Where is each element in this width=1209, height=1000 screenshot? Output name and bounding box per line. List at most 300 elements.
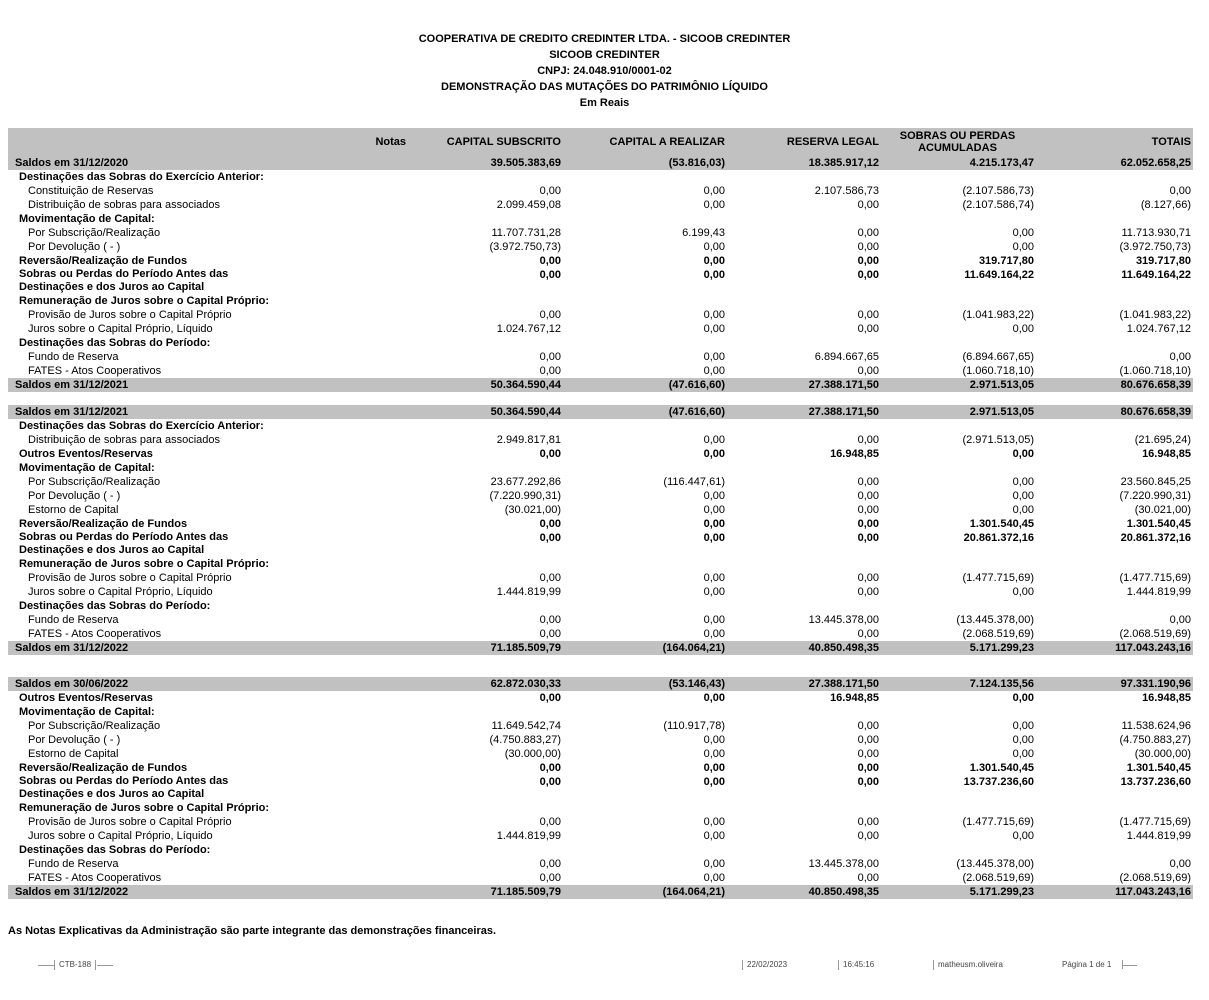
cell-value: 0,00	[703, 351, 725, 363]
footer-rule	[1123, 965, 1137, 966]
cell-value: 0,00	[1169, 185, 1191, 197]
table-row-total	[8, 677, 1193, 691]
cell-notas	[363, 641, 408, 655]
cell-value: 0,00	[857, 872, 879, 884]
cell-value: 0,00	[1012, 692, 1034, 704]
row-label: Destinações das Sobras do Período:	[19, 600, 211, 612]
cell-notas	[363, 871, 408, 885]
cell-value	[563, 212, 727, 226]
cell-notas	[363, 268, 408, 294]
table-row-item	[8, 322, 1193, 336]
row-label: Por Subscrição/Realização	[28, 476, 161, 488]
cell-value: 0,00	[703, 185, 725, 197]
cell-value: 23.560.845,25	[1120, 476, 1191, 488]
cell-value: 27.388.171,50	[727, 378, 881, 392]
table-row-item	[8, 747, 1193, 761]
cell-value: 0,00	[539, 185, 561, 197]
cell-value: (2.971.513,05)	[962, 434, 1034, 446]
cell-value: (4.750.883,27)	[1119, 734, 1191, 746]
table-row-item	[8, 815, 1193, 829]
cell-value: 0,00	[857, 532, 879, 544]
cell-notas	[363, 378, 408, 392]
cell-value: (2.068.519,69)	[962, 628, 1034, 640]
cell-value: (6.894.667,65)	[962, 351, 1034, 363]
cell-notas	[363, 829, 408, 843]
cell-value: 80.676.658,39	[1036, 378, 1193, 392]
cell-notas	[363, 447, 408, 461]
cell-notas	[363, 254, 408, 268]
row-label: Saldos em 31/12/2021	[8, 378, 363, 392]
section-spacer	[8, 392, 1193, 405]
cell-value: (21.695,24)	[1134, 434, 1191, 446]
cell-value: 1.301.540,45	[1126, 762, 1191, 774]
table-row-group	[8, 801, 1193, 815]
cell-notas	[363, 517, 408, 531]
cell-value	[727, 801, 881, 815]
cell-value	[881, 336, 1036, 350]
cell-value: 0,00	[539, 692, 561, 704]
cell-value: 319.717,80	[978, 255, 1034, 267]
cell-value	[727, 212, 881, 226]
row-label: Movimentação de Capital:	[19, 213, 155, 225]
cell-value: 0,00	[703, 692, 725, 704]
cell-value: 0,00	[539, 518, 561, 530]
cell-value	[408, 705, 563, 719]
cell-value: (2.068.519,69)	[1119, 872, 1191, 884]
footer-user: matheusm.oliveira	[933, 960, 1007, 970]
cell-value: (1.060.718,10)	[962, 365, 1034, 377]
cell-value	[563, 170, 727, 184]
row-label: Provisão de Juros sobre o Capital Próprio	[28, 816, 232, 828]
row-label: Sobras ou Perdas do Período Antes das Destinações e dos Juros ao Capital	[19, 775, 229, 800]
row-label: Reversão/Realização de Fundos	[19, 762, 188, 774]
table-row-group	[8, 843, 1193, 857]
cell-value	[1036, 843, 1193, 857]
table-row-total	[8, 405, 1193, 419]
table-row-item	[8, 184, 1193, 198]
cell-value: 0,00	[1012, 504, 1034, 516]
cell-value: 0,00	[857, 434, 879, 446]
cell-value: 5.171.299,23	[881, 641, 1036, 655]
table-row-group	[8, 557, 1193, 571]
row-label: Outros Eventos/Reservas	[19, 692, 153, 704]
cell-notas	[363, 775, 408, 801]
cell-value: 0,00	[1012, 476, 1034, 488]
cell-notas	[363, 627, 408, 641]
cell-value	[563, 294, 727, 308]
cell-value: 2.099.459,08	[496, 199, 561, 211]
row-label: Reversão/Realização de Fundos	[19, 518, 188, 530]
table-row-item	[8, 198, 1193, 212]
cell-value: 13.737.236,60	[1120, 776, 1191, 788]
cell-value	[408, 801, 563, 815]
cell-value: (53.816,03)	[563, 156, 727, 170]
cell-value	[881, 461, 1036, 475]
cell-value: (13.445.378,00)	[956, 858, 1034, 870]
cell-value: 0,00	[539, 816, 561, 828]
cell-notas	[363, 240, 408, 254]
cell-value: 0,00	[703, 572, 725, 584]
cell-notas	[363, 322, 408, 336]
footer-page-number: Página 1 de 1	[1062, 960, 1112, 969]
cell-value: 0,00	[703, 628, 725, 640]
cell-notas	[363, 585, 408, 599]
cell-value: 0,00	[1012, 490, 1034, 502]
cell-value	[563, 705, 727, 719]
cell-value	[563, 557, 727, 571]
cell-value	[563, 419, 727, 433]
cell-value: 0,00	[857, 734, 879, 746]
cell-value: 0,00	[857, 628, 879, 640]
cell-value: (47.616,60)	[563, 405, 727, 419]
cell-value: 117.043.243,16	[1036, 885, 1193, 899]
table-row-total	[8, 641, 1193, 655]
cell-value: (1.060.718,10)	[1119, 365, 1191, 377]
row-label: Saldos em 31/12/2021	[8, 405, 363, 419]
col-header-label	[8, 128, 363, 156]
cell-value: 6.894.667,65	[814, 351, 879, 363]
cell-notas	[363, 226, 408, 240]
cell-value: 0,00	[1012, 586, 1034, 598]
cell-value: (2.068.519,69)	[962, 872, 1034, 884]
table-row-item	[8, 475, 1193, 489]
cell-value: 0,00	[703, 734, 725, 746]
statement-title: DEMONSTRAÇÃO DAS MUTAÇÕES DO PATRIMÔNIO LÍQUIDO	[441, 81, 768, 93]
currency-note: Em Reais	[579, 97, 630, 109]
cell-value: (3.972.750,73)	[489, 241, 561, 253]
cell-value: (30.021,00)	[504, 504, 561, 516]
table-row-total	[8, 378, 1193, 392]
cell-value: 0,00	[703, 323, 725, 335]
cell-value: 0,00	[857, 830, 879, 842]
table-row-group	[8, 212, 1193, 226]
row-label: FATES - Atos Cooperativos	[28, 365, 162, 377]
table-row-item	[8, 240, 1193, 254]
cell-value: 1.444.819,99	[496, 830, 561, 842]
table-row-group	[8, 705, 1193, 719]
cell-value: 0,00	[857, 199, 879, 211]
cell-notas	[363, 571, 408, 585]
cell-value: 0,00	[703, 365, 725, 377]
row-label: Saldos em 31/12/2020	[8, 156, 363, 170]
row-label: Juros sobre o Capital Próprio, Líquido	[28, 586, 213, 598]
cell-value: 11.649.164,22	[1121, 269, 1191, 281]
cell-value	[727, 170, 881, 184]
cell-value: 0,00	[857, 586, 879, 598]
cell-notas	[363, 733, 408, 747]
cell-value	[408, 599, 563, 613]
cell-value	[1036, 170, 1193, 184]
cell-notas	[363, 719, 408, 733]
cell-value: 6.199,43	[682, 227, 725, 239]
cell-value: 0,00	[539, 762, 561, 774]
cell-value: 0,00	[857, 490, 879, 502]
cell-value: 97.331.190,96	[1036, 677, 1193, 691]
table-row-total	[8, 156, 1193, 170]
row-label: Fundo de Reserva	[28, 351, 119, 363]
cell-value: 0,00	[703, 748, 725, 760]
cell-value	[1036, 461, 1193, 475]
cell-value	[563, 801, 727, 815]
cell-value: 0,00	[539, 532, 561, 544]
footer-doc-code: CTB-188	[54, 960, 96, 970]
cell-value: 40.850.498,35	[727, 641, 881, 655]
cell-notas	[363, 761, 408, 775]
entity-name: SICOOB CREDINTER	[549, 49, 660, 61]
cell-value: 0,00	[539, 255, 561, 267]
row-label: Estorno de Capital	[28, 748, 119, 760]
cell-value: 0,00	[857, 323, 879, 335]
cell-value: 50.364.590,44	[408, 405, 563, 419]
cell-value	[1036, 801, 1193, 815]
row-label: Constituição de Reservas	[28, 185, 154, 197]
row-label: Distribuição de sobras para associados	[28, 434, 220, 446]
cell-value: 0,00	[1012, 830, 1034, 842]
cell-value: 40.850.498,35	[727, 885, 881, 899]
cell-value: 0,00	[857, 365, 879, 377]
cell-value: 16.948,85	[1142, 448, 1191, 460]
table-row-group	[8, 294, 1193, 308]
cell-value: 0,00	[857, 572, 879, 584]
cell-notas	[363, 212, 408, 226]
col-header-capital-a-realizar: CAPITAL A REALIZAR	[563, 128, 727, 156]
row-label: Por Devolução ( - )	[28, 490, 121, 502]
cell-value	[1036, 557, 1193, 571]
cell-value: 319.717,80	[1135, 255, 1191, 267]
cell-value: 1.301.540,45	[1126, 518, 1191, 530]
cell-value	[727, 336, 881, 350]
cell-notas	[363, 503, 408, 517]
cell-value: 23.677.292,86	[490, 476, 561, 488]
cell-value	[1036, 336, 1193, 350]
cell-value: 62.872.030,33	[408, 677, 563, 691]
cell-value	[408, 461, 563, 475]
cell-value: 0,00	[539, 628, 561, 640]
cell-value: (2.068.519,69)	[1119, 628, 1191, 640]
cell-value: 0,00	[539, 776, 561, 788]
cell-notas	[363, 489, 408, 503]
cell-notas	[363, 885, 408, 899]
section-spacer	[8, 655, 1193, 677]
cell-value: 1.024.767,12	[496, 323, 561, 335]
row-label: Saldos em 31/12/2022	[8, 885, 363, 899]
page-footer	[0, 959, 1209, 973]
cell-value: 1.444.819,99	[496, 586, 561, 598]
cell-value: 0,00	[1012, 720, 1034, 732]
cell-value	[563, 461, 727, 475]
row-label: Por Subscrição/Realização	[28, 227, 161, 239]
cell-value: 0,00	[1012, 734, 1034, 746]
cell-value	[727, 599, 881, 613]
cell-notas	[363, 613, 408, 627]
cell-value: (164.064,21)	[563, 641, 727, 655]
cell-value: 0,00	[539, 858, 561, 870]
row-label: Saldos em 30/06/2022	[8, 677, 363, 691]
cell-value: 0,00	[703, 762, 725, 774]
row-label: Por Devolução ( - )	[28, 734, 121, 746]
cell-value: 0,00	[1012, 448, 1034, 460]
cell-value: 11.707.731,28	[491, 227, 561, 239]
cell-value: (1.041.983,22)	[962, 309, 1034, 321]
cell-value: 0,00	[703, 269, 725, 281]
row-label: FATES - Atos Cooperativos	[28, 628, 162, 640]
cell-value: (30.021,00)	[1134, 504, 1191, 516]
cell-value: (2.107.586,73)	[962, 185, 1034, 197]
cell-value: 0,00	[703, 586, 725, 598]
cell-value: (4.750.883,27)	[489, 734, 561, 746]
cell-value: 11.538.624,96	[1121, 720, 1191, 732]
cell-value: 1.301.540,45	[969, 518, 1034, 530]
cell-value	[727, 294, 881, 308]
cell-notas	[363, 461, 408, 475]
cell-value: 0,00	[1169, 858, 1191, 870]
cell-notas	[363, 433, 408, 447]
cell-value: 0,00	[703, 199, 725, 211]
cell-value: (1.477.715,69)	[962, 816, 1034, 828]
cell-value	[408, 419, 563, 433]
cell-value	[1036, 705, 1193, 719]
row-label: Movimentação de Capital:	[19, 462, 155, 474]
cell-value: 0,00	[857, 720, 879, 732]
cell-notas	[363, 294, 408, 308]
row-label: Sobras ou Perdas do Período Antes das Destinações e dos Juros ao Capital	[19, 268, 229, 293]
cell-value: (53.146,43)	[563, 677, 727, 691]
cell-value: 7.124.135,56	[881, 677, 1036, 691]
statement-table-head	[8, 128, 1193, 156]
cell-value: 0,00	[703, 504, 725, 516]
cell-value: 20.861.372,16	[1120, 532, 1191, 544]
row-label: Fundo de Reserva	[28, 614, 119, 626]
cell-value	[727, 557, 881, 571]
row-label: Sobras ou Perdas do Período Antes das Destinações e dos Juros ao Capital	[19, 531, 229, 556]
cell-value: 0,00	[539, 351, 561, 363]
table-row-item	[8, 719, 1193, 733]
cell-value: 16.948,85	[1142, 692, 1191, 704]
cell-value	[881, 705, 1036, 719]
cell-value: 0,00	[857, 518, 879, 530]
cell-value: 0,00	[857, 504, 879, 516]
cell-value: 0,00	[539, 365, 561, 377]
cell-value: 1.301.540,45	[969, 762, 1034, 774]
row-label: Remuneração de Juros sobre o Capital Próprio:	[19, 802, 270, 814]
cell-value: 20.861.372,16	[963, 532, 1034, 544]
row-label: Provisão de Juros sobre o Capital Próprio	[28, 572, 232, 584]
cell-value: 2.971.513,05	[881, 405, 1036, 419]
cell-value: 0,00	[703, 518, 725, 530]
cell-value: 71.185.509,79	[408, 885, 563, 899]
table-row-item	[8, 503, 1193, 517]
table-row-item	[8, 433, 1193, 447]
cell-value: (13.445.378,00)	[956, 614, 1034, 626]
cell-notas	[363, 364, 408, 378]
table-row-bold	[8, 447, 1193, 461]
cell-notas	[363, 184, 408, 198]
cell-value: 11.713.930,71	[1121, 227, 1191, 239]
cell-notas	[363, 156, 408, 170]
cell-value: (2.107.586,74)	[962, 199, 1034, 211]
cell-value: 39.505.383,69	[408, 156, 563, 170]
table-row-item	[8, 226, 1193, 240]
cnpj-line: CNPJ: 24.048.910/0001-02	[537, 65, 672, 77]
cell-value: 0,00	[857, 762, 879, 774]
cell-value	[881, 212, 1036, 226]
cell-notas	[363, 350, 408, 364]
table-row-bold	[8, 268, 1193, 294]
table-row-bold	[8, 531, 1193, 557]
col-header-sobras-perdas-text: SOBRAS OU PERDAS ACUMULADAS	[899, 130, 1016, 154]
table-row-item	[8, 571, 1193, 585]
cell-value: 0,00	[703, 434, 725, 446]
cell-value: 0,00	[703, 255, 725, 267]
row-label: Remuneração de Juros sobre o Capital Próprio:	[19, 295, 270, 307]
cell-notas	[363, 599, 408, 613]
cell-value: (164.064,21)	[563, 885, 727, 899]
cell-value: 13.445.378,00	[808, 614, 879, 626]
cell-value: 0,00	[539, 269, 561, 281]
cell-value: 0,00	[857, 748, 879, 760]
table-row-item	[8, 350, 1193, 364]
table-row-item	[8, 857, 1193, 871]
cell-value	[1036, 419, 1193, 433]
row-label: Por Subscrição/Realização	[28, 720, 161, 732]
table-row-item	[8, 585, 1193, 599]
cell-value	[1036, 294, 1193, 308]
cell-value: 0,00	[539, 872, 561, 884]
cell-value: 0,00	[539, 614, 561, 626]
cell-value: 0,00	[703, 776, 725, 788]
cell-value: 18.385.917,12	[727, 156, 881, 170]
row-label: FATES - Atos Cooperativos	[28, 872, 162, 884]
cell-value: 0,00	[539, 309, 561, 321]
cell-value: 1.444.819,99	[1126, 586, 1191, 598]
cell-value	[563, 599, 727, 613]
cell-value	[727, 419, 881, 433]
cell-value: 117.043.243,16	[1036, 641, 1193, 655]
cell-value: 0,00	[857, 227, 879, 239]
statement-table-body	[8, 156, 1193, 899]
cell-value: (1.041.983,22)	[1119, 309, 1191, 321]
cell-value: 2.107.586,73	[814, 185, 879, 197]
cell-value: 0,00	[1012, 227, 1034, 239]
cell-notas	[363, 405, 408, 419]
cell-value: 0,00	[703, 309, 725, 321]
cell-value	[881, 801, 1036, 815]
cell-value: 0,00	[857, 309, 879, 321]
cell-value	[408, 212, 563, 226]
cell-notas	[363, 691, 408, 705]
table-row-bold	[8, 691, 1193, 705]
cell-value: 4.215.173,47	[881, 156, 1036, 170]
statement-table	[8, 128, 1193, 899]
cell-value: 0,00	[703, 448, 725, 460]
cell-value	[563, 336, 727, 350]
cell-notas	[363, 170, 408, 184]
company-name: COOPERATIVA DE CREDITO CREDINTER LTDA. - SICOOB CREDINTER	[418, 33, 791, 45]
table-row-item	[8, 613, 1193, 627]
cell-value: 0,00	[857, 255, 879, 267]
cell-value: 11.649.164,22	[964, 269, 1034, 281]
cell-value: 27.388.171,50	[727, 405, 881, 419]
table-row-item	[8, 627, 1193, 641]
table-row-item	[8, 733, 1193, 747]
cell-value: 50.364.590,44	[408, 378, 563, 392]
cell-value	[881, 170, 1036, 184]
cell-value: 71.185.509,79	[408, 641, 563, 655]
row-label: Destinações das Sobras do Exercício Anterior:	[19, 420, 264, 432]
cell-value: 16.948,85	[830, 692, 879, 704]
table-row-bold	[8, 517, 1193, 531]
cell-value: 13.445.378,00	[808, 858, 879, 870]
